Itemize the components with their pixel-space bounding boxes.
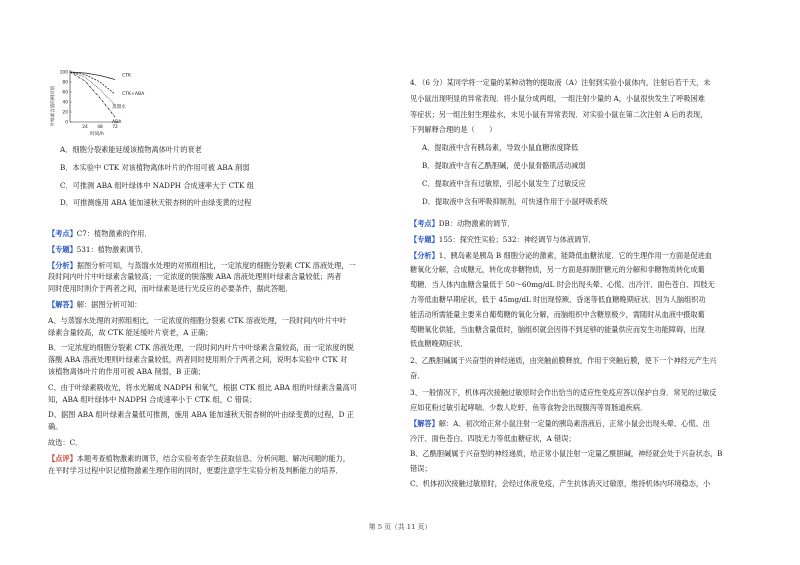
option-d: D．可推测施用 ABA 能加速秋天银杏树的叶由绿变黄的过程 <box>60 198 252 208</box>
jieda-line-2: 绿素含量较高，故 CTK 能延缓叶片衰老，A 正确； <box>48 327 213 337</box>
r-point3-line-1: 应如花粉过敏引起哮喘、少数人吃虾、鱼等食物会出现腹泻等胃肠道疾病． <box>410 402 648 412</box>
series-label-1: CTK+ABA <box>122 92 145 97</box>
right-question <box>410 77 760 207</box>
kaodian-text: C7：植物激素的作用． <box>76 229 152 238</box>
x-tick-label: 72 <box>112 125 118 130</box>
kaodian-label: 【考点】 <box>48 229 77 238</box>
y-tick-label: 40 <box>62 100 68 106</box>
r-point2-line-1: 奋． <box>410 370 425 380</box>
y-tick-label: 60 <box>62 90 68 96</box>
y-tick-label: 0 <box>65 120 68 126</box>
y-tick-label: 100 <box>59 70 68 76</box>
jieda-label: 【解答】 <box>48 299 77 309</box>
r-fenxi-line-5: 萄糖氧化供能，当血糖含量低时，脑组织就会因得不到足够的能量供应而发生功能障碍，出现 <box>410 324 705 334</box>
zhuanti-text: 531：植物激素调节． <box>76 244 148 254</box>
jieda-line-0: 【解答】解：据图分析可知： <box>48 299 142 309</box>
r-point2-line-0: 2、乙酰胆碱属于兴奋型的神经递质，由突触前膜释放，作用于突触后膜，使下一个神经元产生兴 <box>410 356 717 366</box>
left-column <box>48 144 388 209</box>
r-jieda-line-3: 错误； <box>410 463 432 473</box>
series-label-2: 蒸馏水 <box>112 105 126 110</box>
series-label-3: ABA <box>112 120 122 125</box>
jieda-line-8: D、据图 ABA 组叶绿素含量低可推测，施用 ABA 能加速秋天银杏树的叶由绿变黄的过程，D 正 <box>48 410 354 420</box>
zhuanti-line <box>48 244 388 256</box>
jieda-line-4: 落酸 ABA 溶液处理则叶绿素含量较低，两者同时使用则介于两者之间，说明本实验中 CTK 对 <box>48 355 348 365</box>
r-point3-line-0: 3、一般情况下，机体再次接触过敏原时会作出恰当的适应性免疫应答以保护自身．常见的过敏反 <box>410 387 717 397</box>
r-fenxi-line-4: 能活动所需能量主要来自葡萄糖的氧化分解，而脑组织中含糖原极少，需随时从血液中摄取葡 <box>410 309 705 319</box>
series-line-1 <box>70 72 115 94</box>
r-jieda-line-2: B、乙酰胆碱属于兴奋型的神经递质，给正常小鼠注射一定量乙酰胆碱，神经就会处于兴奋状态，B <box>410 448 723 458</box>
zhuanti-label: 【专题】 <box>48 244 77 254</box>
fenxi-line-2: 同时使用时则介于两者之间，而叶绿素是进行光反应的必要条件，据此答题． <box>48 284 293 294</box>
option-c: C．可推测 ABA 组叶绿体中 NADPH 合成速率大于 CTK 组 <box>60 180 254 190</box>
right-answer <box>410 218 760 489</box>
series-line-3 <box>70 72 115 117</box>
y-axis-label: 叶绿素含量的相对值 <box>51 85 56 127</box>
r-fenxi-line-6: 低血糖晚期症状． <box>410 339 468 349</box>
jieda-line-7: 知，ABA 组叶绿体中 NADPH 合成速率小于 CTK 组，C 错误； <box>48 394 257 404</box>
option-b: B．本实验中 CTK 对该植物离体叶片的作用可被 ABA 削弱 <box>60 162 250 172</box>
r-zhuanti-label: 【专题】 <box>410 234 439 244</box>
option-a: A．细胞分裂素能延缓该植物离体叶片的衰老 <box>60 145 202 154</box>
series-label-0: CTK <box>122 73 132 79</box>
q4-line-2: 等症状；另一组注射生理盐水，未见小鼠有异常表现．对实验小鼠在第二次注射 A 后的表现， <box>410 109 708 119</box>
r-jieda-line-1: 冷汗、面色苍白、四肢无力等低血糖症状，A 错误； <box>410 434 576 444</box>
jieda-line-5: 该植物离体叶片的作用可被 ABA 削弱，B 正确； <box>48 366 206 376</box>
x-axis-label: 时间/h <box>90 132 104 137</box>
r-fenxi-line-1: 糖氧化分解，合成糖元，转化成非糖物质，另一方面是抑制肝糖元的分解和非糖物质转化成葡 <box>410 265 705 275</box>
r-jieda-label: 【解答】 <box>410 419 439 429</box>
page-footer: 第 5 页（共 11 页） <box>368 523 432 531</box>
q4-option-d: D．提取液中含有呼吸抑制剂，可快速作用于小鼠呼吸系统 <box>422 196 608 206</box>
fenxi-line-1: 段时间内叶片中叶绿素含量较高；一定浓度的脱落酸 ABA 溶液处理则叶绿素含量较低；两者 <box>48 272 342 282</box>
jieda-line-6: C、由于叶绿素吸收光，将水光解成 NADPH 和氧气，根据 CTK 组比 ABA 组的叶绿素含量高可 <box>48 382 357 392</box>
fenxi-line-0: 【分析】据图分析可知，与蒸馏水处理的对照组相比，一定浓度的细胞分裂素 CTK 溶液处理，一 <box>48 260 356 270</box>
q4-option-b: B．提取液中含有乙酰胆碱，使小鼠骨骼肌活动减弱 <box>422 160 586 170</box>
fenxi-label: 【分析】 <box>48 260 77 270</box>
guxuan-line: 故选：C． <box>48 437 83 447</box>
r-fenxi-label: 【分析】 <box>410 250 439 260</box>
r-jieda-line-4: C、机体初次接触过敏原时，会经过体液免疫，产生抗体消灭过敏原，维持机体内环境稳态，小 <box>410 478 711 488</box>
r-fenxi-line-2: 萄糖．当人体内血糖含量低于 50～60mg/dL 时会出现头晕、心慌、出冷汗、面色苍白、四肢无 <box>410 280 715 290</box>
dianping-line-1: 在平时学习过程中识记植物激素生理作用的同时，更要注意学生实验分析及判断能力的培养． <box>48 465 343 475</box>
jieda-line-1: A、与蒸馏水处理的对照组相比，一定浓度的细胞分裂素 CTK 溶液处理，一段时间内叶片中叶 <box>48 315 347 325</box>
dianping-line-0: 【点评】本题考查植物激素的调节，结合实验考查学生获取信息、分析问题、解决问题的能力， <box>48 453 350 463</box>
x-tick-label: 24 <box>82 125 88 130</box>
q4-line-3: 下列解释合理的是（ ） <box>410 125 497 135</box>
jieda-line-9: 确。 <box>48 422 63 432</box>
x-tick-label: 48 <box>97 125 103 130</box>
r-jieda-line-0: 【解答】解：A、初次给正常小鼠注射一定量的胰岛素溶液后，正常小鼠会出现头晕、心慌、出 <box>410 419 710 429</box>
q4-option-c: C．提取液中含有过敏原，引起小鼠发生了过敏反应 <box>422 178 586 188</box>
r-zhuanti-line: 【专题】155：探究性实验；532：神经调节与体液调节． <box>410 234 596 244</box>
y-tick-label: 80 <box>62 80 68 86</box>
q4-option-a: A．提取液中含有胰岛素，导致小鼠血糖浓度降低 <box>422 143 579 153</box>
kaodian-line <box>48 228 388 240</box>
chlorophyll-line-chart <box>50 58 160 138</box>
r-kaodian-line: 【考点】DB：动物激素的调节． <box>410 219 515 228</box>
jieda-line-3: B、一定浓度的细胞分裂素 CTK 溶液处理，一段时间内叶片中叶绿素含量较高，而一定浓度的脱 <box>48 343 354 353</box>
r-fenxi-line-3: 力等低血糖早期症状，低于 45mg/dL 时出现惊厥、昏迷等低血糖晚期症状．因为人脑组织功 <box>410 294 706 304</box>
dianping-label: 【点评】 <box>48 453 77 463</box>
q4-line-0: 4．（6 分）某同学将一定量的某种动物的提取液（A）注射到实验小鼠体内，注射后若干天，未 <box>410 78 711 87</box>
y-tick-label: 20 <box>62 110 68 116</box>
r-kaodian-label: 【考点】 <box>410 219 439 228</box>
r-fenxi-line-0: 【分析】1、胰岛素是胰岛 B 细胞分泌的激素，能降低血糖浓度．它的生理作用一方面是促进血 <box>410 250 712 260</box>
q4-line-1: 见小鼠出现明显的异常表现．将小鼠分成两组，一组注射少量的 A，小鼠很快发生了呼吸困难 <box>410 93 705 103</box>
left-answer <box>48 228 388 476</box>
